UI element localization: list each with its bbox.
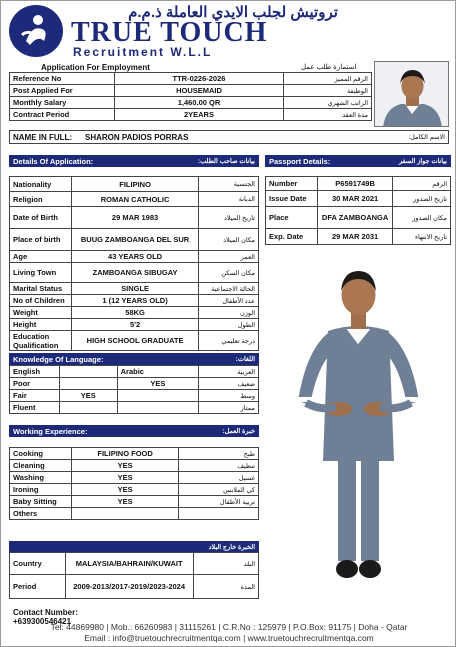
- work-section-title-arabic: خبرة العمل:: [222, 428, 255, 435]
- applicant-full-body-photo: [266, 251, 451, 601]
- passport-label-arabic: مكان الصدور: [393, 207, 451, 229]
- table-row: [266, 207, 451, 229]
- table-row: [10, 192, 259, 207]
- passport-section-title-arabic: بيانات جواز السفر: [398, 158, 447, 165]
- detail-label: Date of Birth: [10, 207, 72, 229]
- detail-label-arabic: الطول: [199, 319, 259, 331]
- table-row: [10, 207, 259, 229]
- passport-label: Place: [266, 207, 318, 229]
- table-row: [10, 263, 259, 283]
- detail-label-arabic: تاريخ الميلاد: [199, 207, 259, 229]
- passport-section-title: Passport Details:: [269, 156, 331, 166]
- work-label: Cooking: [10, 448, 72, 460]
- abroad-table: [9, 552, 259, 599]
- work-value: YES: [71, 496, 179, 508]
- form-title-arabic: استمارة طلب عمل: [301, 64, 357, 71]
- passport-value: 30 MAR 2021: [317, 191, 393, 207]
- work-label-arabic: [179, 508, 259, 520]
- detail-value: 5'2: [71, 319, 198, 331]
- table-row: [10, 402, 259, 414]
- passport-label-arabic: تاريخ الصدور: [393, 191, 451, 207]
- table-row: [10, 177, 259, 192]
- logo-figure-icon: [16, 11, 56, 51]
- abroad-section-title-arabic: الخبرة خارج البلاد: [208, 544, 255, 551]
- details-section-header: [9, 155, 259, 167]
- detail-value: BUUG ZAMBOANGA DEL SUR: [71, 229, 198, 251]
- language-level-arabic: ممتاز: [199, 402, 259, 414]
- work-label-arabic: غسيل: [179, 472, 259, 484]
- table-row: [10, 97, 372, 109]
- language-section-title-arabic: اللغات:: [235, 356, 255, 363]
- work-label: Others: [10, 508, 72, 520]
- table-row: [266, 191, 451, 207]
- language-arabic-header: Arabic: [117, 366, 199, 378]
- table-row: [10, 460, 259, 472]
- detail-label-arabic: درجة تعليمي: [199, 331, 259, 351]
- work-section-header: [9, 425, 259, 437]
- full-name-label-arabic: الاسم الكامل:: [408, 134, 445, 141]
- table-row: [10, 251, 259, 263]
- detail-label: Height: [10, 319, 72, 331]
- abroad-label-arabic: المدة: [193, 575, 258, 599]
- empty-cell: [59, 366, 117, 378]
- summary-value: TTR-0226-2026: [114, 73, 284, 85]
- work-value: [71, 508, 179, 520]
- footer-email-line: Email : info@truetouchrecruitmentqa.com | www.truetouchrecruitmentqa.com: [84, 633, 374, 643]
- table-row: [10, 331, 259, 351]
- language-english-value: YES: [59, 390, 117, 402]
- language-level-arabic: وسط: [199, 390, 259, 402]
- table-row: [10, 575, 259, 599]
- passport-value: P6591749B: [317, 177, 393, 191]
- detail-value: 58KG: [71, 307, 198, 319]
- language-level-label: Poor: [10, 378, 60, 390]
- detail-label-arabic: العمر: [199, 251, 259, 263]
- contact-number-label: Contact Number:: [13, 608, 78, 617]
- table-row: [10, 448, 259, 460]
- detail-label: Place of birth: [10, 229, 72, 251]
- table-row: [10, 283, 259, 295]
- table-row: [10, 390, 259, 402]
- work-label-arabic: تربية الأطفال: [179, 496, 259, 508]
- passport-label-arabic: الرقم: [393, 177, 451, 191]
- work-value: FILIPINO FOOD: [71, 448, 179, 460]
- summary-value: HOUSEMAID: [114, 85, 284, 97]
- table-row: [10, 378, 259, 390]
- contact-number-value: +639300546421: [13, 617, 72, 626]
- work-label: Cleaning: [10, 460, 72, 472]
- table-row: [266, 229, 451, 245]
- language-section-header: [9, 353, 259, 365]
- summary-label: Contract Period: [10, 109, 115, 121]
- table-row: [10, 472, 259, 484]
- summary-label-arabic: الراتب الشهري: [284, 97, 372, 109]
- work-value: YES: [71, 460, 179, 472]
- table-row: [10, 553, 259, 575]
- full-name-value: SHARON PADIOS PORRAS: [85, 132, 189, 142]
- language-english-value: [59, 378, 117, 390]
- detail-label-arabic: مكان السكن: [199, 263, 259, 283]
- passport-label-arabic: تاريخ الانتهاء: [393, 229, 451, 245]
- form-title: Application For Employment: [41, 63, 150, 72]
- abroad-value: MALAYSIA/BAHRAIN/KUWAIT: [65, 553, 193, 575]
- work-section-title: Working Experience:: [13, 426, 88, 436]
- detail-label: Nationality: [10, 177, 72, 192]
- detail-label: Living Town: [10, 263, 72, 283]
- details-section-title-arabic: بيانات صاحب الطلب:: [198, 158, 255, 165]
- detail-value: HIGH SCHOOL GRADUATE: [71, 331, 198, 351]
- detail-label-arabic: الوزن: [199, 307, 259, 319]
- language-arabic-value: YES: [117, 378, 199, 390]
- passport-table: [265, 176, 451, 245]
- summary-value: 2YEARS: [114, 109, 284, 121]
- detail-value: FILIPINO: [71, 177, 198, 192]
- language-level-label: Fluent: [10, 402, 60, 414]
- full-name-row: [9, 130, 449, 144]
- detail-label: Marital Status: [10, 283, 72, 295]
- work-table: [9, 447, 259, 520]
- detail-value: 1 (12 YEARS OLD): [71, 295, 198, 307]
- company-logo: [9, 5, 63, 57]
- company-name-arabic: تروتيش لجلب الايدي العاملة ذ.م.م: [128, 4, 338, 21]
- detail-value: ROMAN CATHOLIC: [71, 192, 198, 207]
- table-row: [10, 73, 372, 85]
- work-label: Ironing: [10, 484, 72, 496]
- work-value: YES: [71, 472, 179, 484]
- abroad-label: Country: [10, 553, 66, 575]
- table-row: [10, 229, 259, 251]
- detail-label: Religion: [10, 192, 72, 207]
- table-row: [10, 366, 259, 378]
- language-arabic-value: [117, 390, 199, 402]
- detail-label-arabic: مكان الميلاد: [199, 229, 259, 251]
- language-english-value: [59, 402, 117, 414]
- table-row: [10, 307, 259, 319]
- detail-value: SINGLE: [71, 283, 198, 295]
- company-subtitle: Recruitment W.L.L: [73, 45, 213, 59]
- summary-label-arabic: مدة العقد: [284, 109, 372, 121]
- table-row: [10, 109, 372, 121]
- footer-phone-line: Tel: 44869980 | Mob.: 66260983 | 31115261 | C.R.No : 125979 | P.O.Box: 91175 | Doha - Qatar: [50, 622, 408, 632]
- passport-label: Exp. Date: [266, 229, 318, 245]
- abroad-value: 2009-2013/2017-2019/2023-2024: [65, 575, 193, 599]
- work-label-arabic: تنظيف: [179, 460, 259, 472]
- detail-label-arabic: الجنسية: [199, 177, 259, 192]
- summary-label: Post Applied For: [10, 85, 115, 97]
- detail-label: Weight: [10, 307, 72, 319]
- summary-label: Reference No: [10, 73, 115, 85]
- details-table: [9, 176, 259, 351]
- language-english-header: English: [10, 366, 60, 378]
- summary-value: 1,460.00 QR: [114, 97, 284, 109]
- passport-label: Number: [266, 177, 318, 191]
- summary-label-arabic: الوظيفة: [284, 85, 372, 97]
- passport-label: Issue Date: [266, 191, 318, 207]
- table-row: [10, 484, 259, 496]
- passport-value: 29 MAR 2031: [317, 229, 393, 245]
- table-row: [10, 508, 259, 520]
- abroad-label: Period: [10, 575, 66, 599]
- work-label-arabic: طبخ: [179, 448, 259, 460]
- language-arabic-header-arabic: العربية: [199, 366, 259, 378]
- language-level-label: Fair: [10, 390, 60, 402]
- work-label: Washing: [10, 472, 72, 484]
- work-label-arabic: كي الملابس: [179, 484, 259, 496]
- language-section-title: Knowledge Of Language:: [13, 354, 104, 364]
- table-row: [10, 85, 372, 97]
- summary-label: Monthly Salary: [10, 97, 115, 109]
- table-row: [10, 295, 259, 307]
- table-row: [266, 177, 451, 191]
- detail-value: ZAMBOANGA SIBUGAY: [71, 263, 198, 283]
- work-label: Baby Sitting: [10, 496, 72, 508]
- language-arabic-value: [117, 402, 199, 414]
- company-name: TRUE TOUCH: [71, 17, 268, 48]
- detail-label: No of Children: [10, 295, 72, 307]
- applicant-headshot: [374, 61, 449, 127]
- language-table: [9, 365, 259, 414]
- detail-label-arabic: عدد الأطفال: [199, 295, 259, 307]
- detail-label-arabic: الديانة: [199, 192, 259, 207]
- details-section-title: Details Of Application:: [13, 156, 94, 166]
- abroad-label-arabic: البلد: [193, 553, 258, 575]
- table-row: [10, 319, 259, 331]
- detail-label-arabic: الحالة الاجتماعية: [199, 283, 259, 295]
- detail-label: Education Qualification: [10, 331, 72, 351]
- work-value: YES: [71, 484, 179, 496]
- detail-label: Age: [10, 251, 72, 263]
- full-name-label: NAME IN FULL:: [13, 132, 73, 142]
- summary-label-arabic: الرقم المميز: [284, 73, 372, 85]
- table-row: [10, 496, 259, 508]
- language-level-arabic: ضعيف: [199, 378, 259, 390]
- passport-value: DFA ZAMBOANGA: [317, 207, 393, 229]
- detail-value: 43 YEARS OLD: [71, 251, 198, 263]
- summary-table: [9, 72, 372, 121]
- passport-section-header: [265, 155, 451, 167]
- detail-value: 29 MAR 1983: [71, 207, 198, 229]
